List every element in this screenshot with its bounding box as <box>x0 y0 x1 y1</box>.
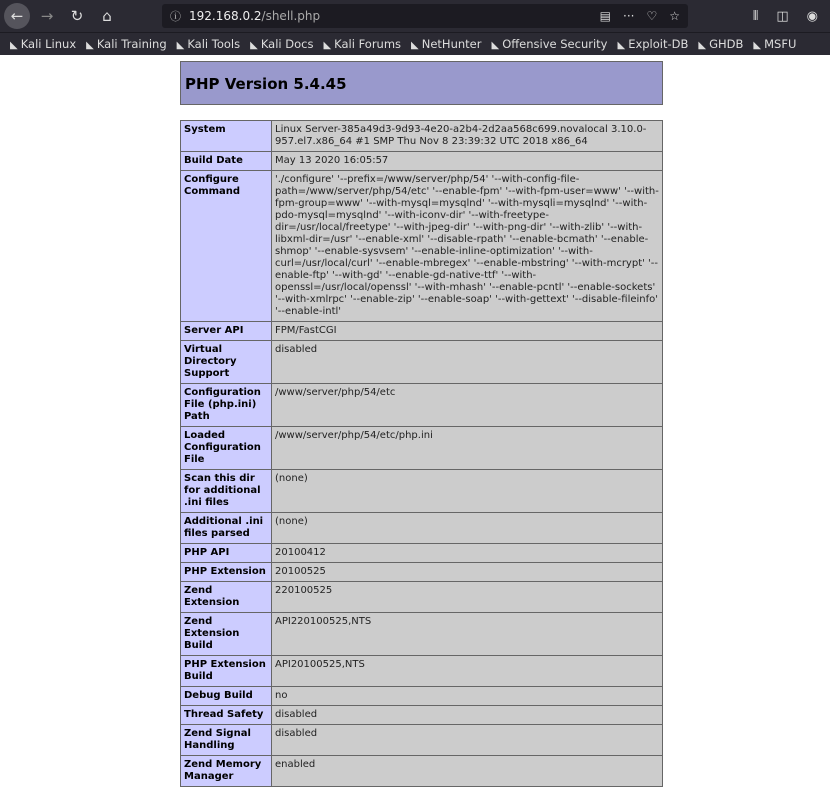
row-value: /www/server/php/54/etc <box>272 384 663 427</box>
bookmark-item[interactable] <box>323 37 401 51</box>
row-value: May 13 2020 16:05:57 <box>272 152 663 171</box>
bookmark-label: Kali Training <box>96 37 167 51</box>
bookmark-icon: ◣ <box>323 40 332 51</box>
row-key: Zend Extension <box>181 582 272 613</box>
bookmark-item[interactable] <box>617 37 688 51</box>
info-icon[interactable]: ⓘ <box>170 10 181 23</box>
row-value: (none) <box>272 513 663 544</box>
bookmark-icon: ◣ <box>491 40 500 51</box>
row-key: Virtual Directory Support <box>181 341 272 384</box>
table-row <box>181 470 663 513</box>
bookmark-item[interactable] <box>177 37 240 51</box>
home-button[interactable]: ⌂ <box>102 7 112 25</box>
row-value: 220100525 <box>272 582 663 613</box>
bookmark-item[interactable] <box>753 37 796 51</box>
bookmark-label: NetHunter <box>421 37 482 51</box>
row-value: API220100525,NTS <box>272 613 663 656</box>
forward-button[interactable]: → <box>40 7 54 25</box>
bookmark-icon: ◣ <box>250 40 258 51</box>
row-key: Zend Extension Build <box>181 613 272 656</box>
url-host: 192.168.0.2 <box>189 9 262 23</box>
table-row <box>181 563 663 582</box>
row-key: PHP Extension Build <box>181 656 272 687</box>
sidebar-icon[interactable]: ◫ <box>776 8 789 24</box>
bookmark-label: Offensive Security <box>502 37 608 51</box>
row-value: disabled <box>272 341 663 384</box>
row-key: System <box>181 121 272 152</box>
table-row <box>181 756 663 787</box>
table-row <box>181 513 663 544</box>
bookmark-icon: ◣ <box>411 40 419 51</box>
row-key: Build Date <box>181 152 272 171</box>
table-row <box>181 341 663 384</box>
table-row <box>181 613 663 656</box>
row-key: Additional .ini files parsed <box>181 513 272 544</box>
table-row <box>181 706 663 725</box>
row-key: Scan this dir for additional .ini files <box>181 470 272 513</box>
bookmark-item[interactable] <box>491 37 607 51</box>
row-value: disabled <box>272 725 663 756</box>
row-key: Debug Build <box>181 687 272 706</box>
pocket-icon[interactable]: ♡ <box>646 9 658 23</box>
bookmark-icon: ◣ <box>698 40 707 51</box>
row-value: Linux Server-385a49d3-9d93-4e20-a2b4-2d2aa568c699.novalocal 3.10.0-957.el7.x86_64 #1 SMP Thu Nov 8 23:39:32 UTC 2018 x86_64 <box>272 121 663 152</box>
table-row <box>181 656 663 687</box>
bookmark-item[interactable] <box>10 37 76 51</box>
table-row <box>181 544 663 563</box>
php-info-table <box>180 120 663 787</box>
table-row <box>181 427 663 470</box>
table-row <box>181 582 663 613</box>
table-row <box>181 384 663 427</box>
row-key: Configuration File (php.ini) Path <box>181 384 272 427</box>
table-row <box>181 322 663 341</box>
account-icon[interactable]: ◉ <box>806 8 818 24</box>
bookmark-icon: ◣ <box>86 40 94 51</box>
reader-view-icon[interactable]: ▤ <box>599 9 612 23</box>
row-value: FPM/FastCGI <box>272 322 663 341</box>
row-key: Thread Safety <box>181 706 272 725</box>
row-value: API20100525,NTS <box>272 656 663 687</box>
row-value: 20100525 <box>272 563 663 582</box>
table-row <box>181 687 663 706</box>
row-value: disabled <box>272 706 663 725</box>
back-button[interactable]: ← <box>4 3 30 29</box>
bookmark-item[interactable] <box>411 37 481 51</box>
row-key: Zend Memory Manager <box>181 756 272 787</box>
bookmark-icon: ◣ <box>753 40 762 51</box>
bookmark-star-icon[interactable]: ☆ <box>669 9 680 23</box>
more-actions-icon[interactable]: ··· <box>623 9 635 23</box>
bookmark-item[interactable] <box>698 37 743 51</box>
row-value: enabled <box>272 756 663 787</box>
bookmark-label: Kali Forums <box>334 37 402 51</box>
bookmark-item[interactable] <box>86 37 167 51</box>
bookmark-icon: ◣ <box>10 40 18 51</box>
page-title: PHP Version 5.4.45 <box>180 61 663 105</box>
bookmark-label: Kali Linux <box>20 37 77 51</box>
bookmark-label: GHDB <box>709 37 744 51</box>
bookmark-icon: ◣ <box>176 40 185 51</box>
table-row <box>181 171 663 322</box>
bookmarks-bar <box>0 32 830 55</box>
row-key: PHP API <box>181 544 272 563</box>
url-path: /shell.php <box>261 9 321 23</box>
bookmark-label: Exploit-DB <box>628 37 689 51</box>
bookmark-label: Kali Tools <box>187 37 241 51</box>
row-value: 20100412 <box>272 544 663 563</box>
row-key: PHP Extension <box>181 563 272 582</box>
bookmark-label: Kali Docs <box>260 37 314 51</box>
bookmark-label: MSFU <box>764 37 797 51</box>
table-row <box>181 121 663 152</box>
url-bar[interactable] <box>162 4 688 28</box>
browser-toolbar <box>0 0 830 32</box>
reload-button[interactable]: ↻ <box>70 7 84 25</box>
row-value: (none) <box>272 470 663 513</box>
library-icon[interactable]: ⫴ <box>752 8 759 24</box>
bookmark-icon: ◣ <box>617 40 626 51</box>
row-value: no <box>272 687 663 706</box>
row-key: Zend Signal Handling <box>181 725 272 756</box>
table-row <box>181 152 663 171</box>
row-value: /www/server/php/54/etc/php.ini <box>272 427 663 470</box>
row-key: Loaded Configuration File <box>181 427 272 470</box>
row-value: './configure' '--prefix=/www/server/php/54' '--with-config-file-path=/www/server/php/54/etc' '--enable-fpm' '--with-fpm-user=www' '--with-fpm-group=www' '--with-mysql=mysqlnd' '--with-mysqli=mysqlnd' '--with-pdo-mysql=mysqlnd' '--with-iconv-dir' '--with-freetype-dir=/usr/local/freetype' '--with-jpeg-dir' '--with-png-dir' '--with-zlib' '--with-libxml-dir=/usr' '--enable-xml' '--disable-rpath' '--enable-bcmath' '--enable-shmop' '--enable-sysvsem' '--enable-inline-optimization' '--with-curl=/usr/local/curl' '--enable-mbregex' '--enable-mbstring' '--with-mcrypt' '--enable-ftp' '--with-gd' '--enable-gd-native-ttf' '--with-openssl=/usr/local/openssl' '--with-mhash' '--enable-pcntl' '--enable-sockets' '--with-xmlrpc' '--enable-zip' '--enable-soap' '--with-gettext' '--disable-fileinfo' '--enable-intl' <box>272 171 663 322</box>
row-key: Configure Command <box>181 171 272 322</box>
table-row <box>181 725 663 756</box>
row-key: Server API <box>181 322 272 341</box>
bookmark-item[interactable] <box>250 37 313 51</box>
